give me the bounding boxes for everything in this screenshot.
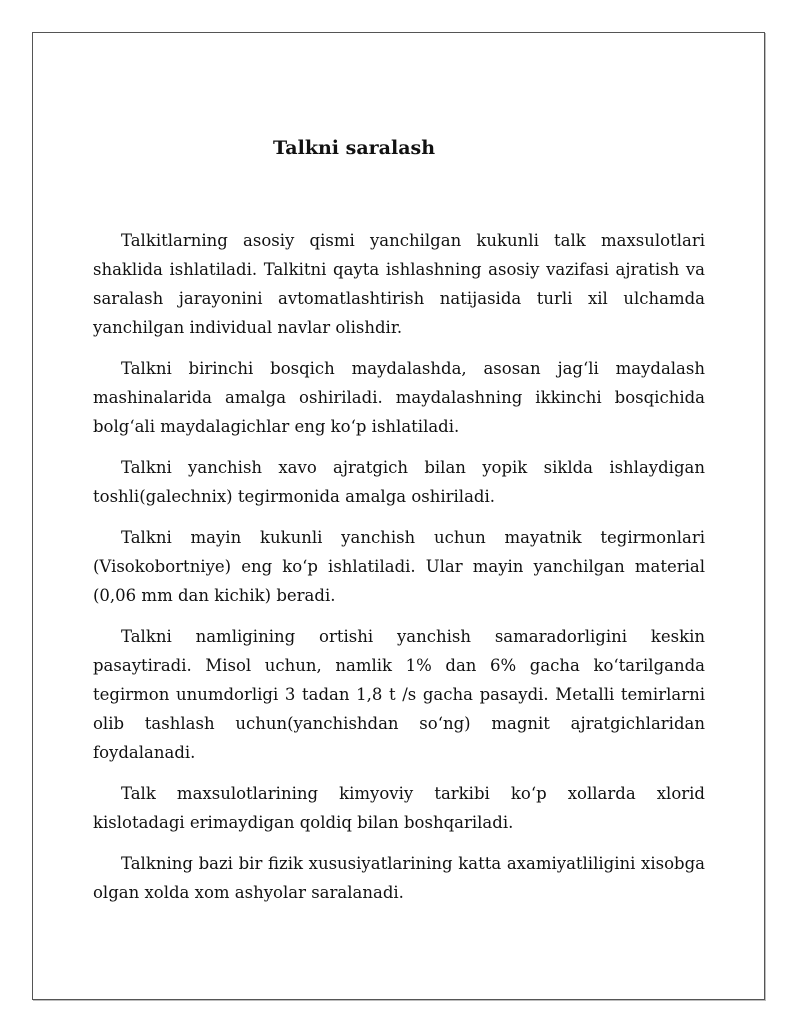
paragraph: Talkni birinchi bosqich maydalashda, asosan jag‘li maydalash mashinalarida amalga oshiriladi. maydalashning ikkinchi bosqichida bolg‘ali maydalagichlar eng ko‘p ishlatiladi.	[93, 359, 705, 436]
paragraph: Talkni namligining ortishi yanchish samaradorligini keskin pasaytiradi. Misol uchun, namlik 1% dan 6% gacha ko‘tarilganda tegirmon unumdorligi 3 tadan 1,8 t /s gacha pasaydi. Metalli temirlarni olib tashlash uchun(yanchishdan so‘ng) magnit ajratgichlaridan foydalanadi.	[93, 627, 705, 762]
document-title: Talkni saralash	[272, 137, 436, 159]
paragraph: Talk maxsulotlarining kimyoviy tarkibi ko‘p xollarda xlorid kislotadagi erimaydigan qoldiq bilan boshqariladi.	[93, 784, 705, 832]
paragraph: Talkni mayin kukunli yanchish uchun mayatnik tegirmonlari (Visokobortniye) eng ko‘p ishlatiladi. Ular mayin yanchilgan material (0,06 mm dan kichik) beradi.	[93, 528, 705, 605]
paragraph: Talkning bazi bir fizik xususiyatlarining katta axamiyatliligini xisobga olgan xolda xom ashyolar saralanadi.	[93, 854, 705, 902]
document-body	[93, 226, 705, 919]
paragraph: Talkitlarning asosiy qismi yanchilgan kukunli talk maxsulotlari shaklida ishlatiladi. Talkitni qayta ishlashning asosiy vazifasi ajratish va saralash jarayonini avtomatlashtirish natijasida turli xil ulchamda yanchilgan individual navlar olishdir.	[93, 231, 705, 337]
paragraph: Talkni yanchish xavo ajratgich bilan yopik siklda ishlaydigan toshli(galechnix) tegirmonida amalga oshiriladi.	[93, 458, 705, 506]
